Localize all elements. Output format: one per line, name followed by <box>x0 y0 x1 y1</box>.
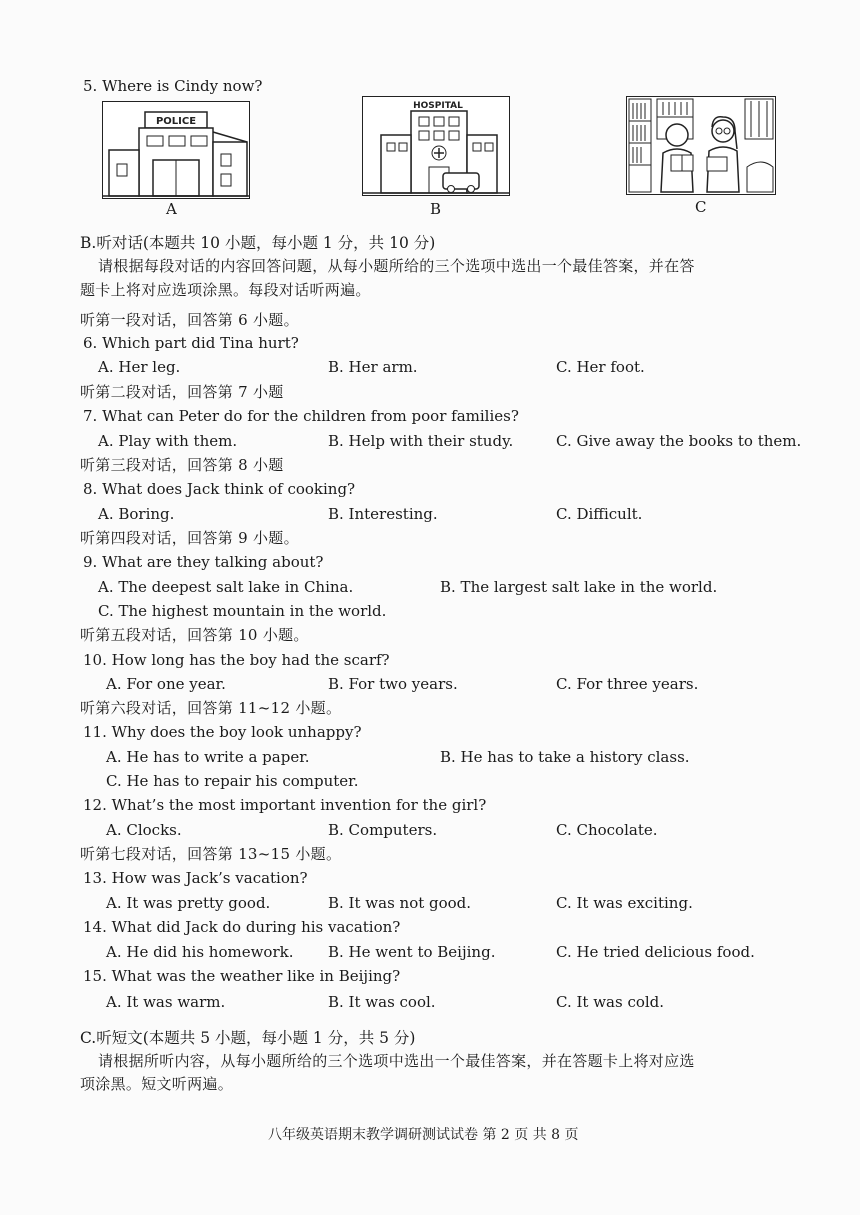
police-sign: POLICE <box>155 116 197 127</box>
option-b: B. For two years. <box>328 675 458 693</box>
question-text: 11. Why does the boy look unhappy? <box>83 723 362 741</box>
option-c: C. It was cold. <box>556 993 665 1011</box>
question-text: 9. What are they talking about? <box>83 553 324 571</box>
option-c: C. Chocolate. <box>556 821 658 839</box>
question-text: 12. What’s the most important invention for the girl? <box>83 796 487 814</box>
option-c: C. Give away the books to them. <box>556 432 802 450</box>
question-text: 8. What does Jack think of cooking? <box>83 480 356 498</box>
dialogue-cue: 听第五段对话，回答第 10 小题。 <box>80 626 309 644</box>
police-station-icon <box>103 102 249 198</box>
dialogue-cue: 听第三段对话，回答第 8 小题 <box>80 456 284 474</box>
option-a: A. Play with them. <box>98 432 238 450</box>
question-5: 5. Where is Cindy now? <box>83 77 263 95</box>
dialogue-cue: 听第七段对话，回答第 13~15 小题。 <box>80 845 342 863</box>
option-a: A. Her leg. <box>98 358 181 376</box>
option-b: B. Interesting. <box>328 505 438 523</box>
option-c: C. The highest mountain in the world. <box>98 602 387 620</box>
dialogue-cue: 听第四段对话，回答第 9 小题。 <box>80 529 299 547</box>
question-text: 13. How was Jack’s vacation? <box>83 869 308 887</box>
picture-label-c: C <box>695 198 707 216</box>
option-a: A. It was warm. <box>106 993 226 1011</box>
library-icon <box>627 97 775 194</box>
section-c-instruction-line-2: 项涂黑。短文听两遍。 <box>80 1075 234 1093</box>
dialogue-cue: 听第六段对话，回答第 11~12 小题。 <box>80 699 342 717</box>
dialogue-cue: 听第一段对话，回答第 6 小题。 <box>80 311 299 329</box>
option-c: C. It was exciting. <box>556 894 693 912</box>
page-footer: 八年级英语期末教学调研测试试卷 第 2 页 共 8 页 <box>268 1127 579 1143</box>
option-b: B. It was not good. <box>328 894 472 912</box>
question-text: 10. How long has the boy had the scarf? <box>83 651 390 669</box>
dialogue-cue: 听第二段对话，回答第 7 小题 <box>80 383 284 401</box>
option-b: B. Her arm. <box>328 358 418 376</box>
picture-label-a: A <box>166 200 177 218</box>
option-a: A. He has to write a paper. <box>106 748 310 766</box>
question-text: 15. What was the weather like in Beijing? <box>83 967 401 985</box>
option-a: A. The deepest salt lake in China. <box>98 578 354 596</box>
question-text: 14. What did Jack do during his vacation? <box>83 918 401 936</box>
option-b: B. Computers. <box>328 821 438 839</box>
option-c: C. Difficult. <box>556 505 643 523</box>
option-c: C. He has to repair his computer. <box>106 772 359 790</box>
option-c: C. Her foot. <box>556 358 645 376</box>
option-b: B. Help with their study. <box>328 432 514 450</box>
option-b: B. He has to take a history class. <box>440 748 690 766</box>
option-c: C. He tried delicious food. <box>556 943 755 961</box>
section-b-title: B.听对话(本题共 10 小题，每小题 1 分，共 10 分) <box>80 234 436 252</box>
picture-label-b: B <box>430 200 442 218</box>
hospital-icon <box>363 97 509 195</box>
hospital-picture <box>362 96 510 196</box>
option-b: B. The largest salt lake in the world. <box>440 578 718 596</box>
option-a: A. It was pretty good. <box>106 894 271 912</box>
library-picture <box>626 96 776 195</box>
section-c-instruction-line-1: 请根据所听内容，从每小题所给的三个选项中选出一个最佳答案，并在答题卡上将对应选 <box>98 1052 695 1070</box>
option-b: B. It was cool. <box>328 993 436 1011</box>
option-b: B. He went to Beijing. <box>328 943 496 961</box>
option-a: A. He did his homework. <box>106 943 294 961</box>
hospital-sign: HOSPITAL <box>413 101 463 111</box>
option-c: C. For three years. <box>556 675 699 693</box>
section-b-instruction-line-2: 题卡上将对应选项涂黑。每段对话听两遍。 <box>80 281 371 299</box>
section-c-title: C.听短文(本题共 5 小题，每小题 1 分，共 5 分) <box>80 1029 416 1047</box>
section-b-instruction-line-1: 请根据每段对话的内容回答问题，从每小题所给的三个选项中选出一个最佳答案，并在答 <box>98 257 695 275</box>
question-text: 6. Which part did Tina hurt? <box>83 334 299 352</box>
question-text: 7. What can Peter do for the children from poor families? <box>83 407 519 425</box>
police-station-picture <box>102 101 250 199</box>
option-a: A. Boring. <box>98 505 175 523</box>
option-a: A. Clocks. <box>106 821 182 839</box>
option-a: A. For one year. <box>106 675 226 693</box>
